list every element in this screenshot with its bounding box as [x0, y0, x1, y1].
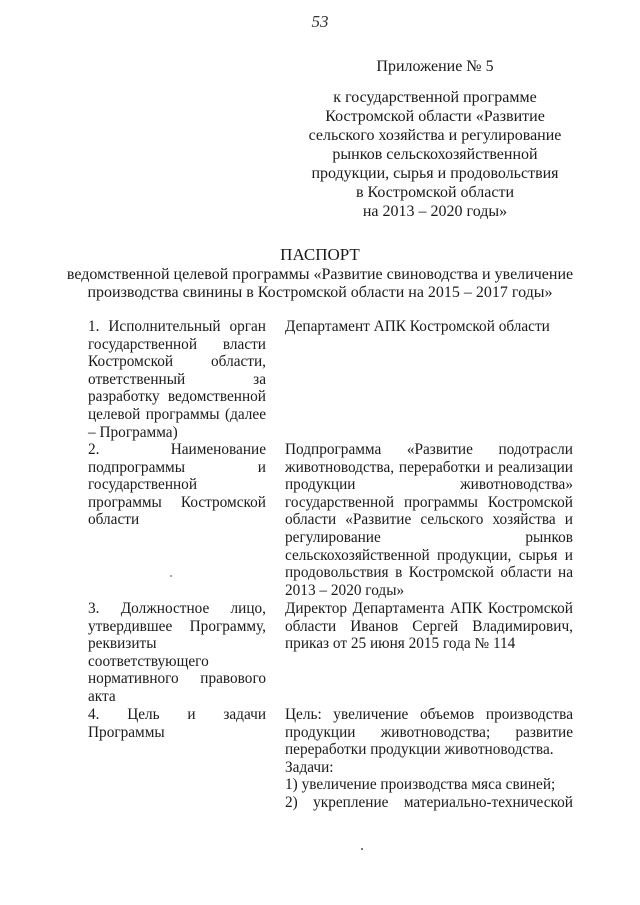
appendix-title: Приложение № 5: [376, 58, 494, 75]
document-subtitle-line: производства свинины в Костромской области на 2015 – 2017 годы»: [87, 284, 553, 301]
label-line: 4. Цель и задачи: [88, 706, 266, 723]
value-line: сельскохозяйственной продукции, сырья и: [285, 546, 573, 564]
appendix-line: на 2013 – 2020 годы»: [362, 203, 508, 220]
appendix-line: Костромской области «Развитие: [325, 108, 545, 125]
row-value: [285, 441, 573, 599]
label-line: программы Костромской: [88, 493, 266, 511]
row-value: [285, 706, 573, 812]
value-line: 2) укрепление материально-технической: [285, 793, 573, 811]
label-line: государственной: [88, 476, 198, 494]
document-heading: [60, 246, 580, 302]
label-line: 2. Наименование: [88, 441, 266, 458]
label-line: целевой программы (далее: [88, 405, 266, 423]
appendix-line: сельского хозяйства и регулирование: [308, 127, 562, 144]
appendix-line: к государственной программе: [333, 89, 537, 106]
page-number: 53: [311, 12, 329, 31]
label-line: – Программа): [88, 423, 178, 441]
document-subtitle-line: ведомственной целевой программы «Развитие свиноводства и увеличение: [66, 266, 574, 283]
label-line: 1. Исполнительный орган: [88, 318, 266, 335]
value-line: животноводства, переработки и реализации: [285, 458, 573, 476]
label-line: Программы: [88, 723, 165, 741]
value-line: продовольствия в Костромской области на: [285, 564, 573, 582]
value-line: продукции животноводства»: [285, 476, 573, 494]
row-label: [88, 706, 266, 741]
label-line: 3. Должностное лицо,: [88, 600, 266, 617]
value-line: Департамент АПК Костромской области: [285, 318, 550, 335]
row-value: [285, 318, 573, 336]
value-line: государственной программы Костромской: [285, 493, 573, 511]
value-line: 1) увеличение производства мяса свиней;: [285, 776, 556, 794]
value-line: 2013 – 2020 годы»: [285, 581, 405, 599]
row-label: [88, 318, 266, 441]
row-value: [285, 600, 573, 653]
appendix-line: продукции, сырья и продовольствия: [311, 165, 559, 182]
value-line: продукции животноводства; развитие: [285, 723, 573, 741]
value-line: Задачи:: [285, 758, 334, 776]
appendix-line: в Костромской области: [355, 184, 515, 201]
label-line: области: [88, 511, 140, 529]
value-line: переработки продукции животноводства.: [285, 741, 554, 759]
row-label: [88, 600, 266, 706]
label-line: нормативного правового: [88, 670, 266, 688]
label-line: подпрограммы и: [88, 458, 266, 476]
label-line: соответствующего: [88, 652, 209, 670]
value-line: области «Развитие сельского хозяйства и: [285, 511, 573, 529]
scan-speck: [361, 848, 363, 850]
label-line: реквизиты: [88, 635, 157, 653]
value-line: регулирование рынков: [285, 528, 573, 546]
label-line: акта: [88, 687, 116, 705]
value-line: области Иванов Сергей Владимирович,: [285, 617, 573, 635]
value-line: Подпрограмма «Развитие подотрасли: [285, 441, 573, 458]
label-line: ответственный за: [88, 370, 266, 388]
label-line: утвердившее Программу,: [88, 617, 266, 635]
appendix-block: [300, 57, 570, 221]
label-line: разработку ведомственной: [88, 388, 266, 406]
label-line: государственной власти: [88, 335, 266, 353]
value-line: приказ от 25 июня 2015 года № 114: [285, 635, 516, 653]
value-line: Директор Департамента АПК Костромской: [285, 600, 573, 617]
value-line: Цель: увеличение объемов производства: [285, 706, 573, 723]
label-line: Костромской области,: [88, 353, 266, 371]
row-label: [88, 441, 266, 529]
appendix-line: рынков сельскохозяйственной: [332, 146, 538, 163]
document-title: ПАСПОРТ: [280, 245, 360, 264]
scan-speck: [170, 575, 172, 577]
